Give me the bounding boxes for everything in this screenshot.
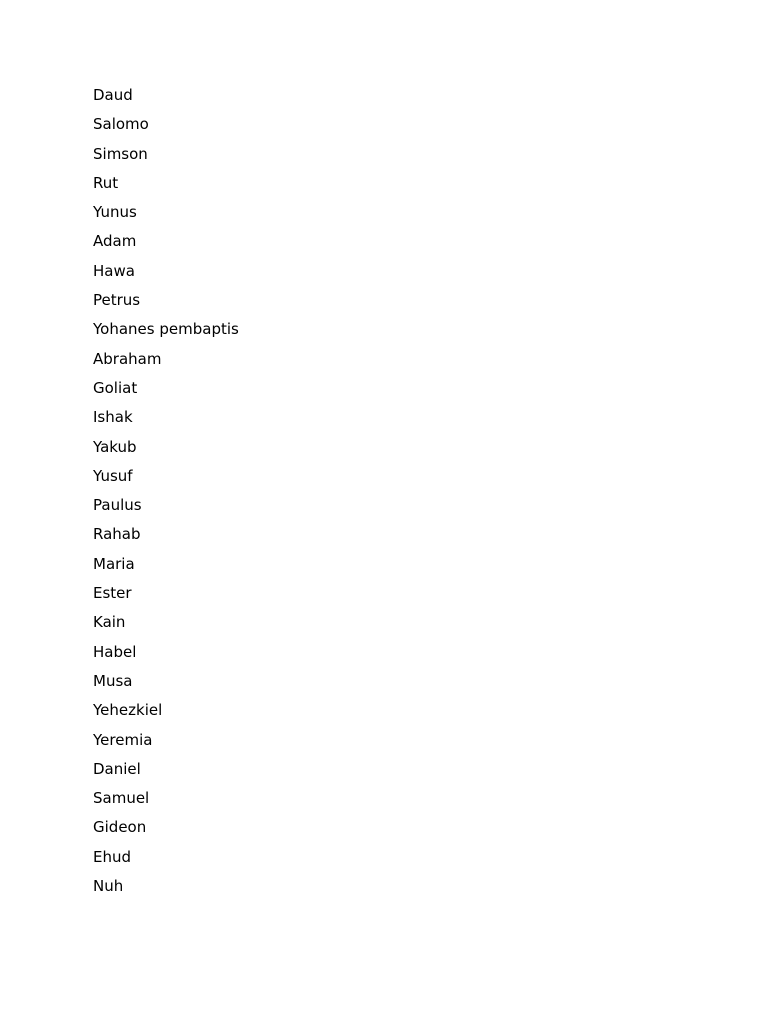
list-item: Kain [93, 613, 126, 632]
list-item: Yakub [93, 437, 137, 456]
list-item: Rahab [93, 525, 141, 544]
list-item: Daud [93, 86, 133, 104]
list-item: Hawa [93, 261, 135, 280]
list-item: Ishak [93, 408, 133, 427]
list-item: Yohanes pembaptis [93, 320, 239, 339]
list-item: Goliat [93, 378, 138, 397]
list-item: Samuel [93, 789, 150, 808]
list-item: Yusuf [93, 466, 133, 485]
list-item: Habel [93, 642, 137, 661]
list-item: Simson [93, 144, 148, 163]
list-item: Musa [93, 671, 133, 690]
list-item: Nuh [93, 877, 124, 896]
list-item: Yunus [93, 203, 137, 222]
list-item: Paulus [93, 496, 142, 515]
list-item: Adam [93, 232, 137, 251]
list-item: Yeremia [93, 730, 153, 749]
name-list [93, 85, 239, 905]
list-item: Rut [93, 173, 119, 192]
list-item: Maria [93, 554, 135, 573]
list-item: Daniel [93, 759, 141, 778]
list-item: Ehud [93, 847, 132, 866]
list-item: Yehezkiel [93, 701, 163, 720]
list-item: Salomo [93, 115, 149, 134]
list-item: Ester [93, 584, 132, 603]
list-item: Gideon [93, 818, 147, 837]
list-item: Petrus [93, 291, 141, 310]
list-item: Abraham [93, 349, 162, 368]
